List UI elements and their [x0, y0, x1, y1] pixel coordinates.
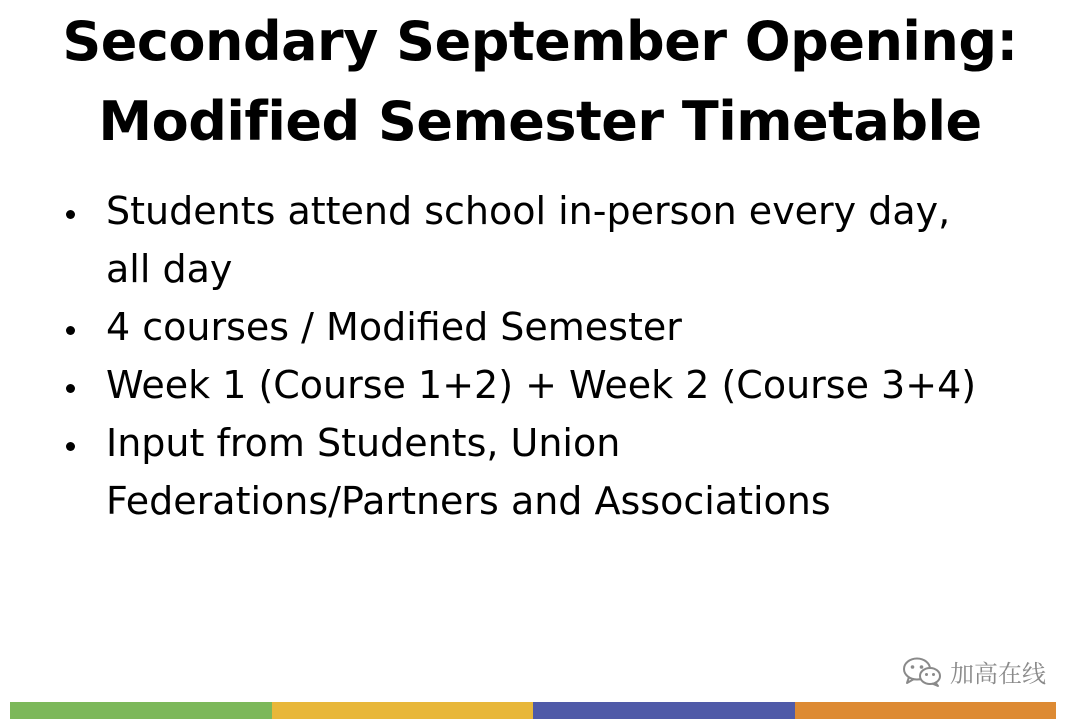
bullet-item — [62, 182, 1052, 298]
bullet-text — [106, 356, 1052, 414]
bullet-dot-icon — [66, 384, 75, 393]
bullet-text — [106, 298, 1052, 356]
bullet-item — [62, 414, 1052, 530]
bullet-dot-icon — [66, 326, 75, 335]
bullet-line: Input from Students, Union — [106, 421, 621, 465]
footer-segment-orange — [795, 702, 1057, 719]
footer-segment-green — [10, 702, 272, 719]
bullet-list — [62, 182, 1052, 530]
slide-title — [0, 2, 1080, 162]
footer-color-bar — [10, 702, 1056, 719]
bullet-text — [106, 414, 1052, 530]
slide-title-line-2: Modified Semester Timetable — [98, 90, 982, 153]
bullet-line: 4 courses / Modified Semester — [106, 305, 682, 349]
bullet-line: Students attend school in-person every day, — [106, 189, 951, 233]
bullet-line: Week 1 (Course 1+2) + Week 2 (Course 3+4) — [106, 363, 977, 407]
bullet-item — [62, 356, 1052, 414]
bullet-item — [62, 298, 1052, 356]
slide-title-line-1: Secondary September Opening: — [62, 10, 1018, 73]
bullet-line: Federations/Partners and Associations — [106, 479, 831, 523]
watermark — [902, 654, 1046, 689]
footer-segment-blue — [533, 702, 795, 719]
footer-segment-yellow — [272, 702, 534, 719]
wechat-icon — [902, 656, 942, 688]
bullet-dot-icon — [66, 210, 75, 219]
bullet-line: all day — [106, 247, 233, 291]
watermark-text: 加高在线 — [950, 660, 1046, 688]
bullet-text — [106, 182, 1052, 298]
bullet-dot-icon — [66, 442, 75, 451]
